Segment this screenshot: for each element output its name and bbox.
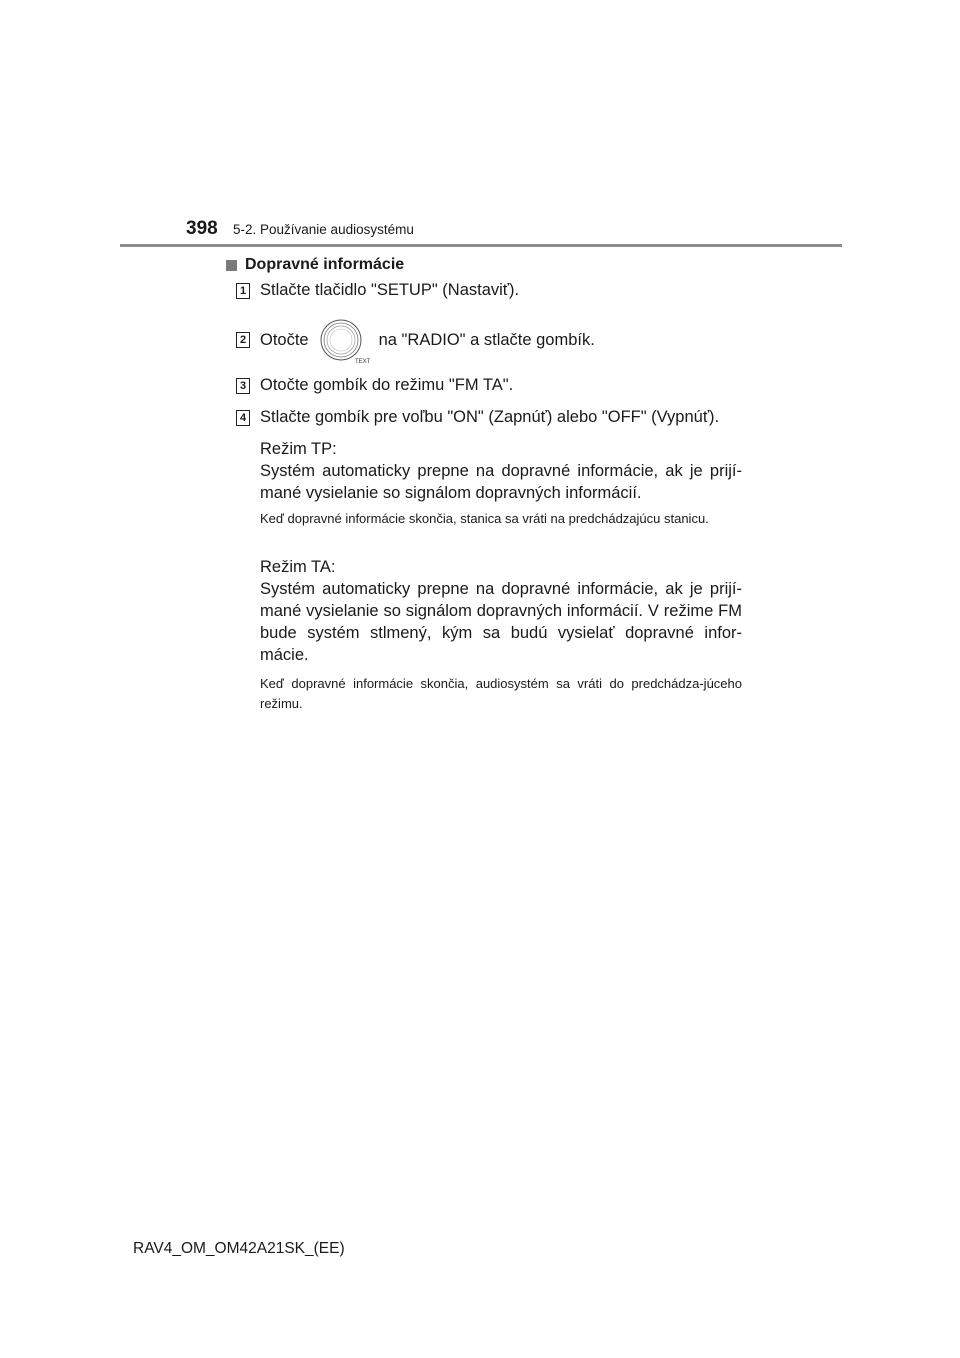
tp-text: Systém automaticky prepne na dopravné informácie, ak je prijí-mané vysielanie so signálom dopravných informácií. [260, 462, 742, 502]
step-text: Otočte gombík do režimu "FM TA". [260, 376, 514, 394]
page-number: 398 [186, 218, 218, 239]
footer-code: RAV4_OM_OM42A21SK_(EE) [133, 1240, 345, 1257]
step-1 [236, 281, 519, 300]
ta-note: Keď dopravné informácie skončia, audiosystém sa vráti do predchádza-júceho režimu. [260, 676, 742, 711]
ta-mode-block [260, 556, 742, 666]
step-number-badge: 2 [236, 332, 250, 348]
tp-mode-block [260, 438, 742, 504]
square-bullet-icon [226, 260, 237, 271]
ta-text: Systém automaticky prepne na dopravné informácie, ak je prijí-mané vysielanie so signálom dopravných informácií. V režime FM bude systém stlmený, kým sa budú vysielať dopravné infor-mácie. [260, 580, 742, 664]
step-3 [236, 376, 513, 395]
step-text-after: na "RADIO" a stlačte gombík. [378, 330, 595, 349]
step-2 [236, 316, 595, 364]
step-number-badge: 3 [236, 378, 250, 394]
header-rule [120, 244, 842, 247]
step-text-before: Otočte [260, 330, 309, 349]
knob-label: TEXT [354, 359, 370, 365]
ta-label: Režim TA: [260, 558, 336, 576]
step-4 [236, 408, 719, 427]
subheading-text: Dopravné informácie [245, 256, 405, 273]
tune-knob-icon [319, 316, 370, 365]
step-text: Stlačte gombík pre voľbu "ON" (Zapnúť) alebo "OFF" (Vypnúť). [260, 408, 720, 426]
tp-label: Režim TP: [260, 440, 337, 458]
section-title: 5-2. Používanie audiosystému [233, 222, 414, 237]
step-text: Stlačte tlačidlo "SETUP" (Nastaviť). [260, 281, 520, 299]
subheading [226, 256, 404, 274]
tp-note: Keď dopravné informácie skončia, stanica sa vráti na predchádzajúcu stanicu. [260, 511, 709, 526]
step-number-badge: 4 [236, 410, 250, 426]
step-number-badge: 1 [236, 283, 250, 299]
